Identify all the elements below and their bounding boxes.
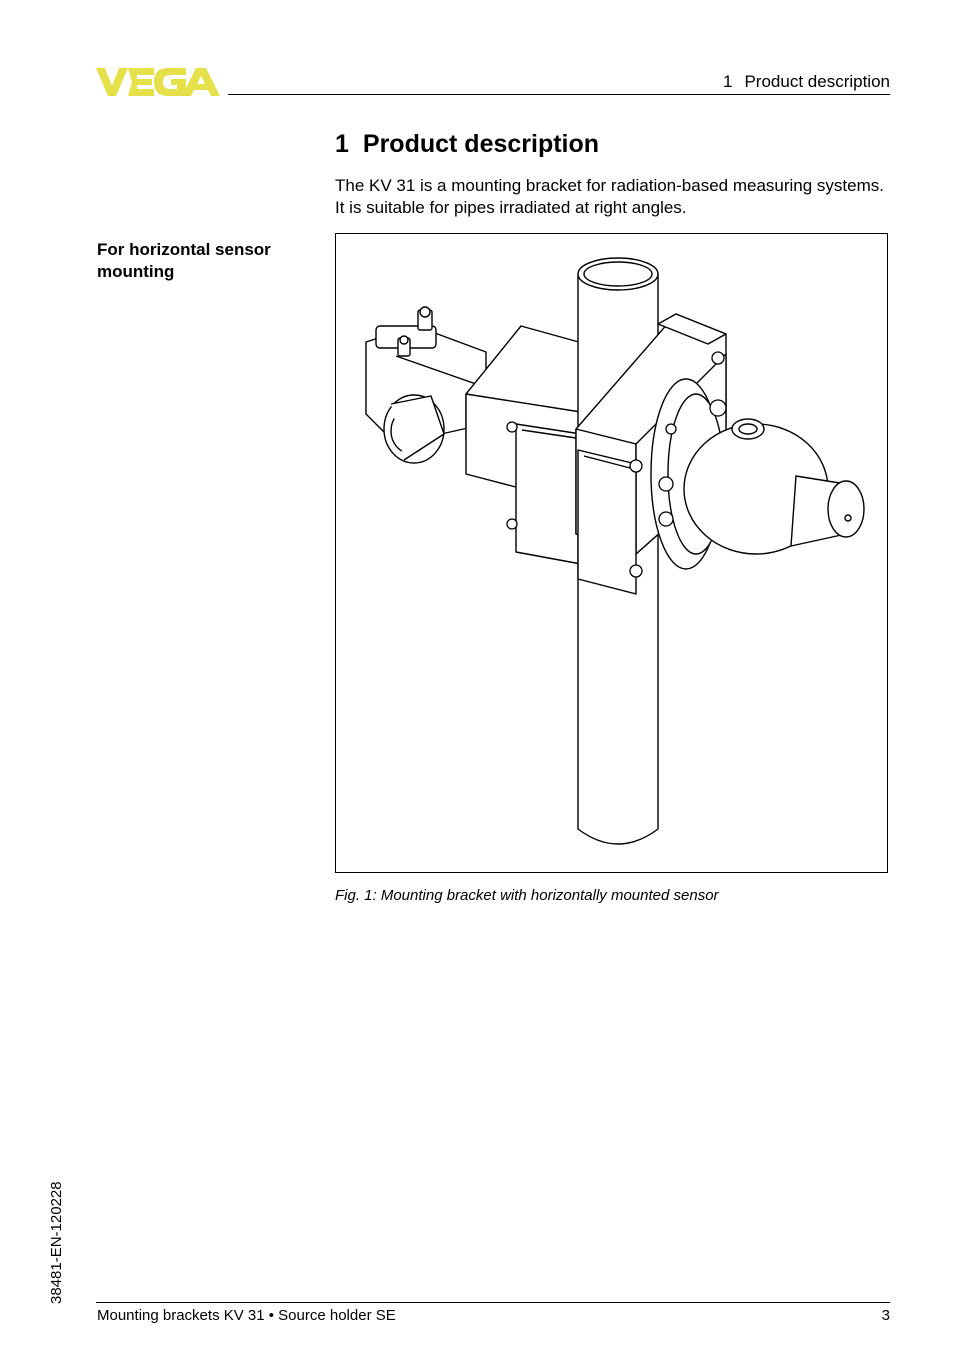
page-number: 3 (881, 1307, 890, 1324)
footer-rule (96, 1302, 890, 1303)
title-text: Product description (362, 130, 600, 158)
side-label: For horizontal sensor mounting (97, 240, 271, 281)
figure-frame (335, 233, 888, 873)
intro-paragraph: The KV 31 is a mounting bracket for radiation-based measuring systems. It is suitable for pipes irradiated at right angles. (335, 176, 884, 217)
mounting-bracket-drawing (336, 234, 889, 874)
figure-caption: Fig. 1: Mounting bracket with horizontally mounted sensor (335, 887, 719, 904)
page-title (335, 130, 599, 159)
running-header (723, 72, 890, 92)
header-rule (228, 94, 890, 95)
document-id: 38481-EN-120228 (48, 1181, 65, 1304)
header-section-number: 1 (723, 72, 733, 91)
header-section-title: Product description (744, 72, 890, 91)
vega-logo (96, 66, 220, 98)
title-number: 1 (335, 130, 349, 158)
footer-text: Mounting brackets KV 31 • Source holder SE (97, 1307, 396, 1324)
